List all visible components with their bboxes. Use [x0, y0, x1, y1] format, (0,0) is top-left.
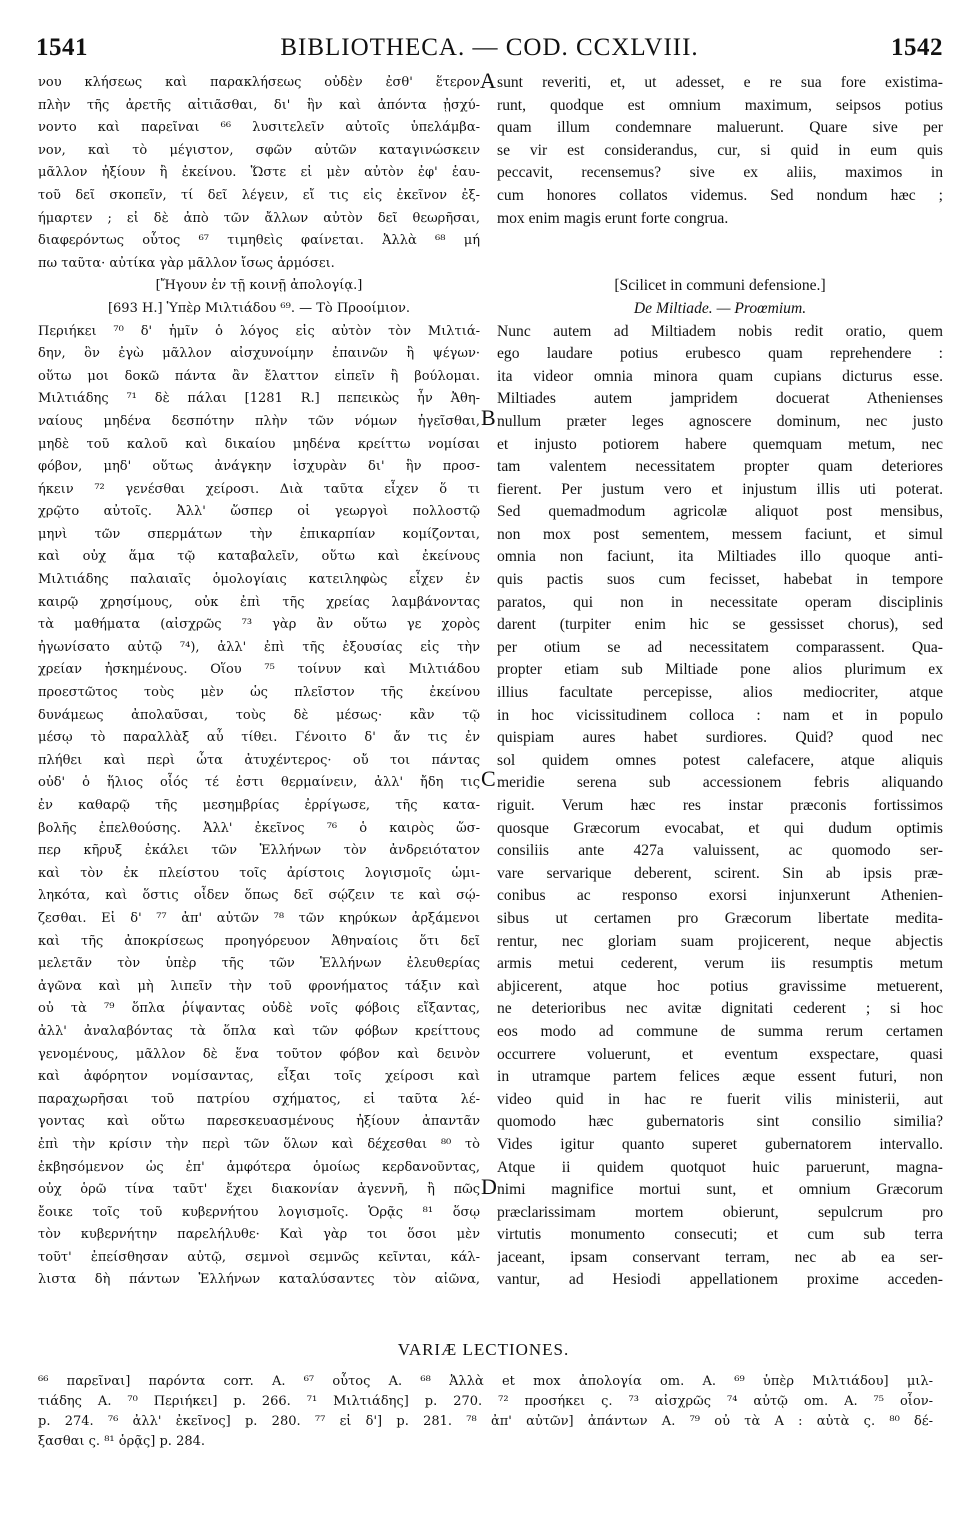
latin-text-line: ne deterioribus nec avitæ dignitati cederent ; si hoc [497, 1000, 943, 1018]
latin-text-line: quispiam aures habet surdiores. Quid? quod nec [497, 729, 943, 747]
greek-text-line: οὐ τὰ ⁷⁹ ὅπλα ῥίψαντας οὐδὲ νοῖς φόβοις εἴξαντας, [38, 1001, 480, 1017]
latin-text-line: nimi magnifice mortui sunt, et omnium Græcorum [497, 1181, 943, 1199]
latin-text-line: nullum præter leges agnoscere dominum, nec justo [497, 412, 943, 430]
latin-text-line: armis metui cederent, verum iis resumptis metum [497, 955, 943, 973]
latin-text-line: vantur, ad Hesiodi appellationem proxime acceden- [497, 1271, 943, 1289]
running-title: BIBLIOTHECA. — COD. CCXLVIII. [280, 34, 699, 61]
greek-text-line: ήμαρτεν ; εἰ δὲ ἀπὸ τῶν ἄλλων αὐτὸν δεῖ θεωρῆσαι, [38, 210, 480, 226]
greek-text-line: γενομένους, μᾶλλον δὲ ἕνα τοῦτον φόβον καὶ δεινὸν [38, 1046, 480, 1062]
greek-text-line: οὕτω μοι δοκῶ πάντα ἂν ἔλαττον εἰπεῖν ἢ βούλομαι. [38, 368, 480, 384]
greek-text-line: φόβον, μηδ' οὕτως ἀνάγκην ἰσχυρὰν δι' ἣν προσ- [38, 459, 480, 475]
greek-text-line: παραχωρῆσαι τοῦ πατρίου σχήματος, εἰ ταῦτα λέ- [38, 1091, 480, 1107]
latin-text-line: [Scilicet in communi defensione.] [614, 277, 826, 295]
latin-text-line: quis pactis suos cum fecisset, habebat in tempore [497, 571, 943, 589]
greek-text-line: καὶ ἀφόρητον νομίσαντας, εἶξαι τοῖς χείροσι καὶ [38, 1069, 480, 1085]
latin-text-line: darent (turpiter enim hic se gessisset chorus), sed [497, 616, 943, 634]
latin-text-line: vare servarique deberent, scirent. Sin ab ipsis præ- [497, 864, 943, 882]
latin-text-line: non mox post sementem, messem faciunt, et simul [497, 525, 943, 543]
greek-text-line: ἀλλ' ἀναλαβόντας τὰ ὅπλα καὶ τῶν φόβων κρείττους [38, 1023, 480, 1039]
page-header [36, 34, 943, 64]
latin-text-line: ego laudare potius erubesco quam reprehendere : [497, 345, 943, 363]
greek-text-line: δυνάμεως ἀπολαῦσαι, τοὺς δὲ μέσως· κἂν τῷ [38, 707, 480, 723]
latin-text-line: sibus ut certamen pro Græcorum libertate medita- [497, 909, 943, 927]
variant-reading-line: ξασθαι ς. ⁸¹ ὁρᾷς] p. 284. [38, 1434, 206, 1449]
latin-text-line: peccavit, recensemus? sive ex aliis, maximos in [497, 164, 943, 182]
latin-text-line: jaceant, ipsam conservant terram, nec ab ea ser- [497, 1248, 943, 1266]
greek-text-line: βολῆς ἐπελθούσης. Ἀλλ' ἐκεῖνος ⁷⁶ ὁ καιρὸς ὥσ- [38, 820, 480, 836]
greek-text-line: μηνὶ τῶν σπερμάτων τὴν ἐπικαρπίαν κομίζονται, [38, 526, 480, 542]
greek-text-line: χρείαν ἠσκημένους. Οἵου ⁷⁵ τοίνυν καὶ Μιλτιάδου [38, 662, 480, 678]
greek-text-line: ἔοικε τοῖς τοῦ κυβερνήτου λογισμοῖς. Ὁρᾷς ⁸¹ ὅσῳ [38, 1204, 480, 1220]
greek-text-line: οὐδ' ὁ ἥλιος οἷός τέ ἐστι θερμαίνειν, ἀλλ' ἤδη τις [38, 775, 480, 791]
margin-marker-a: A [480, 68, 496, 93]
greek-text-line: καὶ τὸν ἐκ πλείστου τοῖς ἀρίστοις λογισμοῖς ὡμι- [38, 865, 480, 881]
latin-text-line: conibus ac responso exorsi injunxerunt Athenien- [497, 887, 943, 905]
latin-text-line: præclarissimam mortem obierunt, sepulcrum pro [497, 1203, 943, 1221]
page-number-right: 1542 [891, 34, 943, 61]
greek-text-line: ναίους μηδένα δεσπότην πλὴν τῶν νόμων ἡγεῖσθαι, [38, 413, 480, 429]
latin-text-line: Nunc autem ad Miltiadem nobis redit oratio, quem [497, 322, 943, 340]
latin-text-line: et injusto potiorem habere quemquam metum, nec [497, 435, 943, 453]
latin-text-line: riguit. Verum hæc res instar præconis fortissimos [497, 797, 943, 814]
greek-text-line: τὸν κυβερνήτην παρελήλυθε· Καὶ γὰρ τοι ὅσοι μὲν [38, 1227, 480, 1243]
greek-text-line: περ κῆρυξ ἐκάλει τῶν Ἑλλήνων τὸν ἀνδρειότατον [38, 843, 480, 859]
variae-lectiones [38, 1372, 933, 1452]
greek-text-line: καὶ οὐχ ἅμα τῷ καταβαλεῖν, οὕτω καὶ ἐκείνους [38, 549, 480, 565]
latin-text-line: mox enim magis erunt forte congrua. [497, 209, 729, 227]
latin-text-line: fierent. Per justum vero et injustum illis uti poterat. [497, 480, 943, 498]
greek-text-line: Περιήκει ⁷⁰ δ' ἡμῖν ὁ λόγος εἰς αὐτὸν τὸν Μιλτιά- [38, 323, 480, 339]
latin-text-line: Vides igitur quanto superet gubernatorem intervallo. [497, 1135, 943, 1153]
latin-text-line: paratos, qui non in necessitate operam disciplinis [497, 593, 943, 611]
greek-text-line: [Ἤγουν ἐν τῇ κοινῇ ἀπολογίᾳ.] [155, 278, 363, 294]
latin-text-line: runt, quodque est omnium maximum, seipsos potius [497, 96, 943, 114]
latin-text-line: Sed quemadmodum agricolæ aliquot post mensibus, [497, 503, 943, 521]
margin-marker-c: C [481, 766, 496, 791]
latin-text-line: virtutis monumento consecuti; et cum sub terra [497, 1226, 943, 1244]
variae-lectiones-title: VARIÆ LECTIONES. [397, 1340, 570, 1359]
greek-text-line: γοντας καὶ οὕτω παρεσκευασμένους ἠξίουν ἀπαντᾶν [38, 1114, 480, 1130]
latin-text-line: quam illum condemnare maluerunt. Quare sive per [497, 119, 943, 137]
greek-text-line: νου κλήσεως καὶ παρακλήσεως οὐδὲν ἐσθ' ἕτερον [38, 75, 480, 90]
greek-text-line: ἠγωνίσατο αὐτῷ ⁷⁴), ἀλλ' ἐπὶ τῆς ἐξουσίας εἰς τὴν [38, 639, 480, 655]
latin-text-line: video quid in hac re fuerit vilis ministerii, aut [497, 1090, 943, 1108]
margin-marker-d: D [481, 1174, 497, 1199]
latin-text-line: quosque Græcorum evocabat, et qui dudum optimis [497, 819, 943, 837]
greek-text-line: τοῦ δεῖ σκοπεῖν, τί δεῖ λέγειν, εἴ τις εἰς ἐκεῖνον ἐξ- [38, 187, 480, 203]
greek-text-line: νοντο καὶ παρεῖναι ⁶⁶ λυσιτελεῖν αὐτοῖς ὑπελάμβα- [38, 120, 480, 136]
greek-text-line: μελετᾶν τὸν ὑπὲρ τῆς τῶν Ἑλλήνων ἐλευθερίας [38, 956, 480, 972]
greek-text-line: πλήθει καὶ περὶ ὦτα ἀτυχέντερος· οὔ τοι πάντας [38, 752, 480, 768]
latin-text-line: per otium se ad necessitatem comparassent. Qua- [497, 638, 943, 656]
latin-text-line [497, 230, 943, 253]
latin-text-line [497, 253, 943, 276]
greek-text-line: νον, καὶ τὸ μέγιστον, σφῶν αὐτῶν καταγινώσκειν [38, 142, 480, 158]
greek-text-line: καιρῷ χρησίμους, οὐκ ἐπὶ τῆς χρείας λαμβάνοντας [38, 594, 480, 610]
greek-text-line: πω ταῦτα· αὐτίκα γὰρ μᾶλλον ἴσως ἁρμόσει. [38, 255, 335, 271]
greek-text-line: ζεσθαι. Εἰ δ' ⁷⁷ ἀπ' αὐτῶν ⁷⁸ τῶν κηρύκων ἀρξάμενοι [38, 910, 480, 926]
latin-text-line: sunt reveriti, et, ut adesset, e re sua fore existima- [497, 74, 943, 91]
greek-text-line: ἐκβησόμενον ὡς ἐπ' ἀμφότερα ὁμοίως κερδανοῦντας, [38, 1159, 480, 1175]
latin-text-line: propter etiam sub Miltiade pone alios plurimum ex [497, 661, 943, 679]
latin-text-line: rentur, nec gloriam suam projicerent, neque abjectis [497, 932, 943, 950]
greek-text-line: μᾶλλον ἠξίουν ἢ ἐκείνου. Ὥστε εἰ μὲν αὐτὸν ἐφ' ἑαυ- [38, 165, 480, 181]
latin-column [497, 72, 943, 1292]
latin-text-line: in hoc vicissitudinem colloca : nam et in populo [497, 706, 943, 724]
latin-text-line: eos modo ad commune de summa rerum certamen [497, 1022, 943, 1040]
greek-text-line: ήκειν ⁷² γενέσθαι χείροσι. Διὰ ταῦτα εἶχεν ὅ τι [38, 481, 480, 497]
latin-text-line: De Miltiade. — Proœmium. [633, 299, 807, 317]
latin-text-line: Atque ii quidem quotquot huic paruerunt, magna- [497, 1158, 943, 1176]
latin-text-line: se vir est considerandus, cur, si quid in eum quis [497, 141, 943, 159]
greek-text-line: χρῷτο αὐτοῖς. Ἀλλ' ὥσπερ οἱ γεωργοὶ πολλοστῷ [38, 504, 480, 520]
latin-text-line: cum honores collatos videmus. Sed nondum hæc ; [497, 186, 943, 204]
variant-reading-line: τιάδης A. ⁷⁰ Περιήκει] p. 266. ⁷¹ Μιλτιάδης] p. 270. ⁷² προσήκει ς. ⁷³ αἰσχρῶς ⁷⁴ αὐτῷ om. A. ⁷⁵ οἷον- [38, 1394, 933, 1409]
greek-text-line: δην, ὃν ἐγὼ μᾶλλον αἰσχυνοίμην ἐπαινῶν ἢ ψέγων· [38, 346, 480, 362]
latin-text-line: meridie serena sub accessionem febris aliquando [497, 774, 943, 792]
greek-text-line: τὰ μαθήματα (αἰσχρῶς ⁷³ γὰρ ἂν οὕτω γε χορὸς [38, 617, 480, 633]
variant-reading-line: ⁶⁶ παρεῖναι] παρόντα corr. A. ⁶⁷ οὗτος A. ⁶⁸ Ἀλλὰ et mox ἀπολογία om. A. ⁶⁹ ὑπὲρ Μιλτιάδου] μιλ- [38, 1374, 933, 1389]
greek-text-line: λιστα δὴ πάντων Ἑλλήνων καταλύσαντες τὸν αἰῶνα, [38, 1272, 480, 1288]
variant-reading-line: p. 274. ⁷⁶ ἀλλ' ἐκεῖνος] p. 280. ⁷⁷ εἰ δ'] p. 281. ⁷⁸ ἀπ' αὐτῶν] ἀπάντων A. ⁷⁹ οὐ τὰ A : αὐτὰ ς. ⁸⁰ δέ- [38, 1414, 933, 1429]
latin-text-line: omnia non faciunt, ita Miltiades illo quoque anti- [497, 548, 943, 566]
greek-text-line: [693 H.] Ὑπὲρ Μιλτιάδου ⁶⁹. — Τὸ Προοίμιον. [107, 300, 411, 316]
margin-marker-b: B [481, 405, 496, 430]
greek-text-line: Μιλτιάδης παλαιαῖς ὁμολογίαις κατειληφὼς εἶχεν ἐν [38, 572, 480, 588]
latin-text-line: in utramque partem felices æque essent futuri, non [497, 1068, 943, 1086]
latin-text-line: quomodo hæc gubernatoris sint consilio similia? [497, 1113, 943, 1131]
greek-text-line: ἐν καθαρῷ τῆς μεσημβρίας ἐρρίγωσε, τῆς κατα- [38, 798, 480, 813]
greek-text-line: μηδὲ τοῦ καλοῦ καὶ δικαίου μηδένα κρείττω νομίσαι [38, 436, 480, 452]
greek-text-line: ληκότα, καὶ ὅστις οἶδεν ὅπως δεῖ σῴζειν τε καὶ σῴ- [38, 888, 480, 904]
greek-text-line: ἀγῶνα καὶ μὴ λιπεῖν τὴν τοῦ φρονήματος τάξιν καὶ [38, 978, 480, 994]
greek-text-line: ἐπὶ τὴν κρίσιν τὴν περὶ τῶν ὅλων καὶ δέχεσθαι ⁸⁰ τὸ [38, 1136, 480, 1152]
latin-text-line: illius facultate percepisse, alios mediocriter, atque [497, 684, 943, 702]
page-number-left: 1541 [36, 34, 88, 61]
latin-text-line: occurrere voluerunt, et eventum exspectare, quasi [497, 1045, 943, 1063]
greek-text-line: οὐχ ὁρῶ τίνα ταῦτ' ἔχει διακονίαν ἀγεννῆ, ἢ πῶς [38, 1182, 480, 1198]
greek-text-line: τοῦτ' ἐπείσθησαν αὐτῷ, σεμνοὶ σεμνῶς κεῖνται, κάλ- [38, 1249, 480, 1265]
greek-text-line: μέσῳ τὸ παραλλὰξ αὖ τίθει. Γένοιτο δ' ἄν τις ἐν [38, 730, 480, 746]
latin-text-line: Miltiades autem jampridem docuerat Athenienses [497, 390, 943, 408]
latin-text-line: consiliis ante 427a valuissent, ac quomodo ser- [497, 842, 943, 860]
greek-text-line: διαφερόντως οὗτος ⁶⁷ τιμηθεὶς φαίνεται. Ἀλλὰ ⁶⁸ μή [38, 233, 480, 249]
greek-text-line: καὶ τῆς ἀποκρίσεως προηγόρευον Ἀθηναίοις ὅτι δεῖ [38, 933, 480, 949]
latin-text-line: ita videor omnia minora quam cupians dicturus esse. [497, 367, 943, 385]
greek-text-line: πλὴν τῆς ἀρετῆς αἰτιᾶσθαι, δι' ἣν καὶ ἀπόντα ᾐσχύ- [38, 97, 480, 113]
latin-text-line: abjicerent, atque hoc potius gravissime metuerent, [497, 977, 943, 995]
latin-text-line: sol quidem omnes potest calefacere, atque aliquis [497, 751, 943, 769]
latin-text-line: tam valentem necessitatem propter quam deteriores [497, 458, 943, 476]
greek-text-line: Μιλτιάδης ⁷¹ δὲ πάλαι [1281 R.] πεπεικὼς ἦν Ἀθη- [38, 391, 480, 407]
greek-column [38, 72, 480, 1292]
greek-text-line: προεστῶτος τοὺς μὲν ὡς πλεῖστον τῆς ἐκείνου [38, 685, 480, 701]
